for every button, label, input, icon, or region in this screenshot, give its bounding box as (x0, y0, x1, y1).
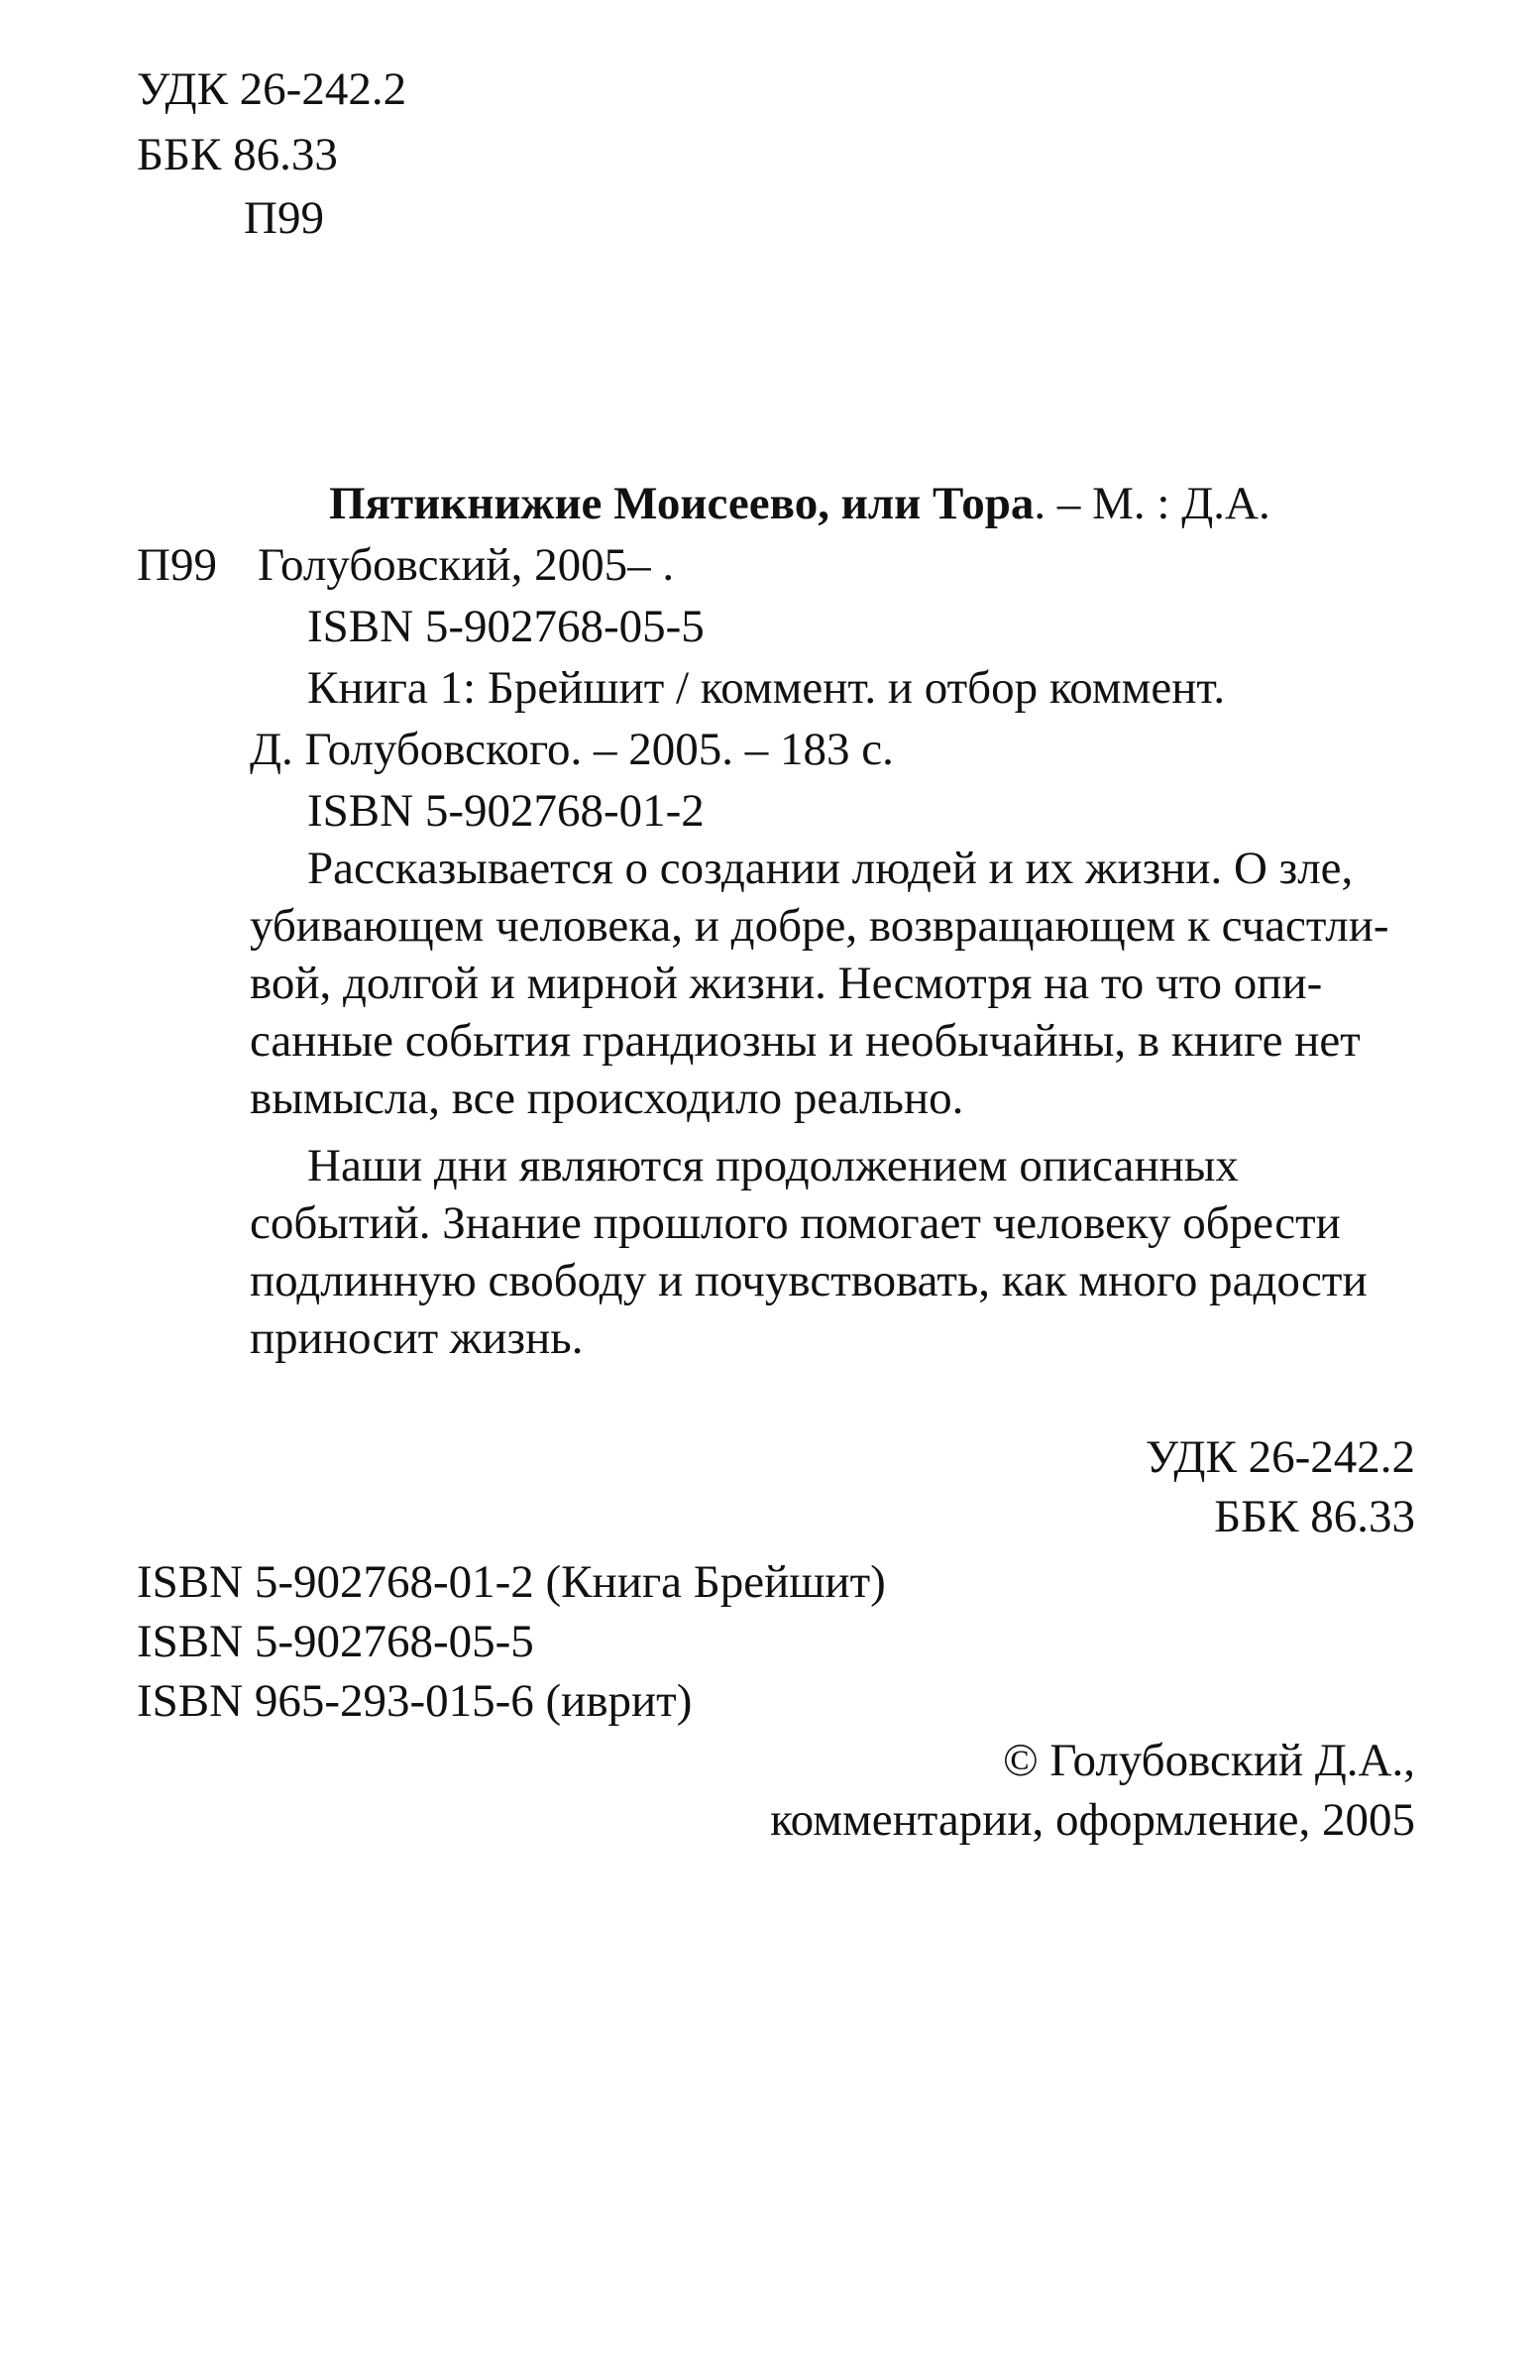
annotation-p1-line-1: Рассказывается о создании людей и их жизни. О зле, (307, 843, 1354, 894)
annotation-p2-line-1: Наши дни являются продолжением описанных (307, 1140, 1239, 1191)
header-bbk: ББК 86.33 (137, 129, 338, 180)
entry-title-imprint: . – М. : Д.А. (1034, 478, 1270, 529)
copyright-line-2: комментарии, оформление, 2005 (770, 1794, 1415, 1846)
entry-publisher-line: Голубовский, 2005– . (258, 539, 675, 591)
annotation-p1-line-5: вымысла, все происходило реально. (250, 1073, 964, 1124)
entry-book-line-1: Книга 1: Брейшит / коммент. и отбор коммент. (307, 662, 1226, 714)
copyright-line-1: © Голубовский Д.А., (1002, 1735, 1415, 1786)
isbn-line-2: ISBN 5-902768-05-5 (137, 1616, 534, 1667)
annotation-p2-line-3: подлинную свободу и почувствовать, как много радости (250, 1255, 1368, 1306)
annotation-p2-line-4: приносит жизнь. (250, 1312, 584, 1364)
entry-title-line (329, 476, 1270, 531)
isbn-line-1: ISBN 5-902768-01-2 (Книга Брейшит) (137, 1556, 886, 1608)
annotation-p1-line-4: санные события грандиозны и необычайны, в книге нет (250, 1015, 1361, 1067)
classification-bbk: ББК 86.33 (1214, 1491, 1415, 1542)
header-udk: УДК 26-242.2 (137, 63, 407, 115)
annotation-p2-line-2: событий. Знание прошлого помогает человеку обрести (250, 1197, 1341, 1249)
annotation-p1-line-2: убивающем человека, и добре, возвращающем к счастли- (250, 900, 1389, 952)
isbn-line-3: ISBN 965-293-015-6 (иврит) (137, 1675, 693, 1727)
entry-title: Пятикнижие Моисеево, или Тора (329, 478, 1035, 529)
classification-udk: УДК 26-242.2 (1145, 1431, 1415, 1483)
entry-book-line-2: Д. Голубовского. – 2005. – 183 с. (250, 724, 894, 775)
entry-author-code: П99 (137, 539, 217, 591)
entry-isbn-set: ISBN 5-902768-05-5 (307, 601, 705, 652)
annotation-p1-line-3: вой, долгой и мирной жизни. Несмотря на то что опи- (250, 958, 1323, 1009)
header-author-code: П99 (244, 192, 324, 244)
entry-isbn-book: ISBN 5-902768-01-2 (307, 785, 705, 837)
